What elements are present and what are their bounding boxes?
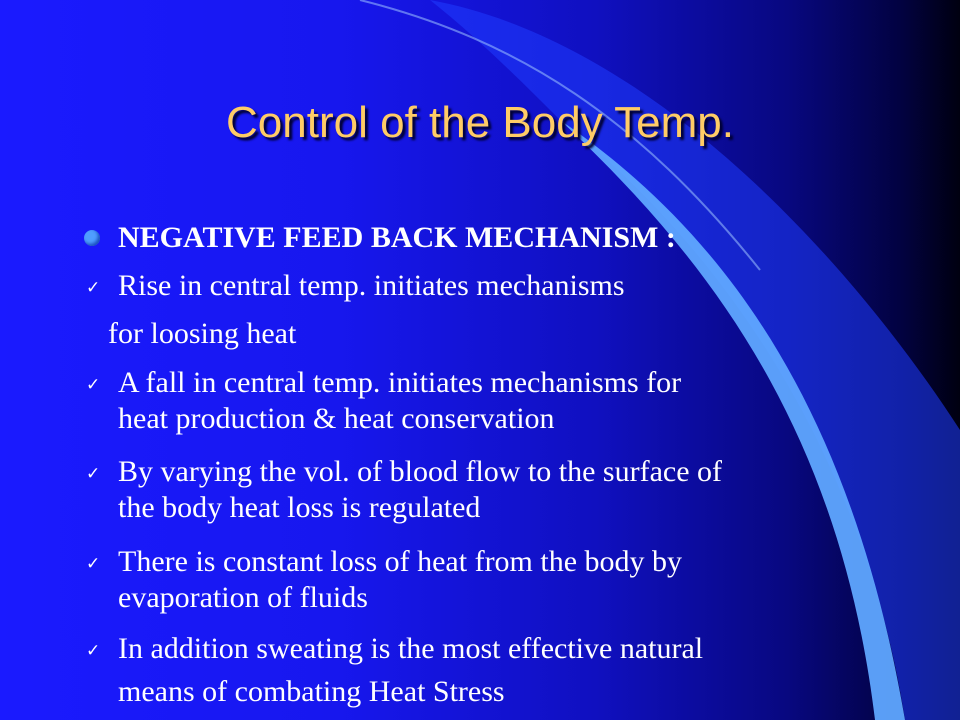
bullet-text: In addition sweating is the most effective natural — [118, 632, 704, 665]
checkmark-icon: ✓ — [86, 278, 101, 298]
checkmark-icon: ✓ — [86, 554, 101, 574]
checkmark-icon: ✓ — [86, 464, 101, 484]
bullet-text: By varying the vol. of blood flow to the surface of — [118, 455, 723, 488]
bullet-text: heat production & heat conservation — [118, 402, 555, 435]
bullet-text: the body heat loss is regulated — [118, 491, 481, 524]
checkmark-icon: ✓ — [86, 641, 101, 661]
checkmark-icon: ✓ — [86, 375, 101, 395]
bullet-text: A fall in central temp. initiates mechanisms for — [118, 366, 682, 399]
bullet-dot-icon — [84, 230, 100, 246]
bullet-text: Rise in central temp. initiates mechanisms — [118, 269, 625, 302]
bullet-text: evaporation of fluids — [118, 581, 368, 614]
bullet-text: means of combating Heat Stress — [118, 675, 505, 708]
slide-title: Control of the Body Temp. — [226, 98, 734, 147]
bullet-text: There is constant loss of heat from the body by — [118, 545, 683, 578]
section-heading: NEGATIVE FEED BACK MECHANISM : — [118, 221, 676, 254]
bullet-continuation: for loosing heat — [108, 317, 297, 350]
